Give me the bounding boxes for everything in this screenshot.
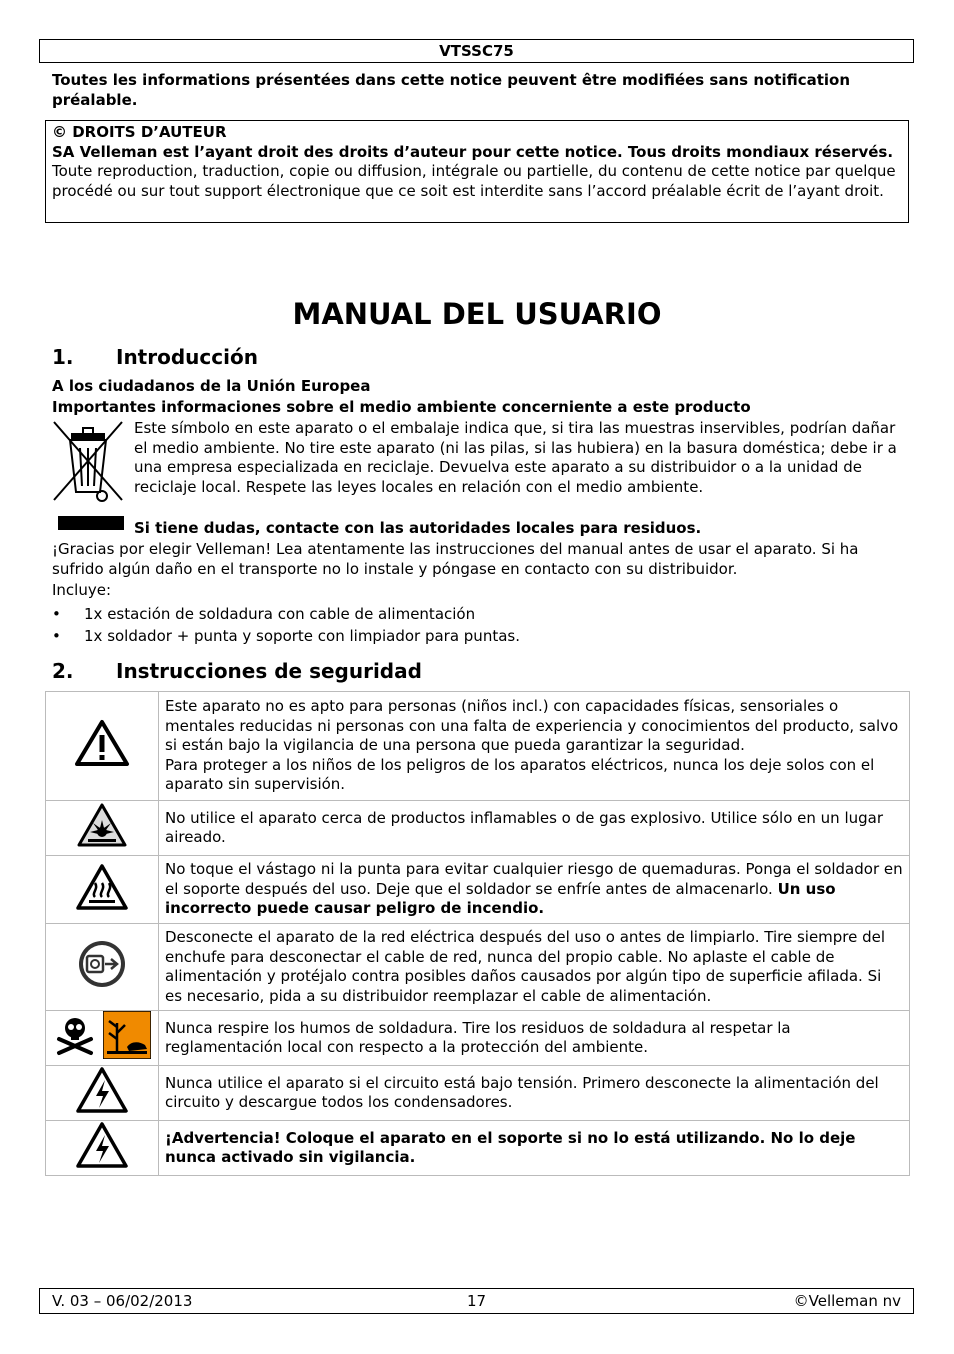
copyright-text: Toute reproduction, traduction, copie ou diffusion, intégrale ou partielle, du contenu de cette notice par quelque procédé ou sur tout support électronique que ce soit est interdite sans l’accord préalable écrit de l’ayant droit. [52, 162, 896, 200]
section-2-number: 2. [52, 659, 74, 683]
version-date: V. 03 – 06/02/2013 [52, 1292, 193, 1310]
table-row [46, 801, 910, 856]
safety-text: Nunca utilice el aparato si el circuito está bajo tensión. Primero desconecte la alimentación del circuito y descargue todos los condensadores. [159, 1066, 910, 1121]
safety-table [45, 691, 910, 1176]
page-number: 17 [467, 1292, 487, 1310]
safety-text: Desconecte el aparato de la red eléctrica después del uso o antes de limpiarlo. Tire siempre del enchufe para desconectar el cable de red, nunca del propio cable. No aplaste el cable de alimentación y protéjalo contra posibles daños causados por algún tipo de superficie afilada. Si es necesario, pida a su distribuidor reemplazar el cable de alimentación. [159, 924, 910, 1011]
table-row [46, 692, 910, 801]
electric-shock-icon [46, 1066, 159, 1121]
weee-bin-icon [52, 420, 124, 532]
section-1-heading [52, 344, 258, 370]
hot-surface-icon [46, 856, 159, 924]
weee-bold-text: Si tiene dudas, contacte con las autoridades locales para residuos. [134, 519, 702, 537]
list-item: • 1x estación de soldadura con cable de alimentación [52, 605, 476, 623]
includes-label: Incluye: [52, 581, 112, 599]
section-1-number: 1. [52, 345, 74, 369]
manual-title: MANUAL DEL USUARIO [292, 297, 662, 331]
explosive-icon [46, 801, 159, 856]
bullet: • [52, 605, 61, 623]
warning-exclamation-icon [46, 692, 159, 801]
safety-text: No utilice el aparato cerca de productos inflamables o de gas explosivo. Utilice sólo en un lugar aireado. [159, 801, 910, 856]
electric-shock-icon [46, 1121, 159, 1176]
table-row [46, 856, 910, 924]
safety-text: Nunca respire los humos de soldadura. Tire los residuos de soldadura al respetar la reglamentación local con respecto a la protección del ambiente. [159, 1011, 910, 1066]
safety-text: ¡Advertencia! Coloque el aparato en el soporte si no lo está utilizando. No lo deje nunca activado sin vigilancia. [159, 1121, 910, 1176]
section-1-title: Introducción [116, 345, 258, 369]
environment-heading: Importantes informaciones sobre el medio ambiente concerniente a este producto [52, 398, 751, 416]
french-notice: Toutes les informations présentées dans cette notice peuvent être modifiées sans notification préalable. [52, 71, 851, 109]
eu-heading: A los ciudadanos de la Unión Europea [52, 377, 371, 395]
document-footer [39, 1288, 914, 1314]
document-header [39, 39, 914, 63]
bullet: • [52, 627, 61, 645]
thanks-text: ¡Gracias por elegir Velleman! Lea atentamente las instrucciones del manual antes de usar el aparato. Si ha sufrido algún daño en el transporte no lo instale y póngase en contacto con su distribuidor. [52, 540, 859, 578]
footer-copyright: ©Velleman nv [793, 1292, 901, 1310]
section-2-title: Instrucciones de seguridad [116, 659, 422, 683]
section-2-heading [52, 658, 422, 684]
copyright-bold: SA Velleman est l’ayant droit des droits d’auteur pour cette notice. Tous droits mondiaux réservés. [52, 142, 894, 161]
copyright-title: © DROITS D’AUTEUR [52, 123, 227, 141]
safety-text: No toque el vástago ni la punta para evitar cualquier riesgo de quemaduras. Ponga el soldador en el soporte después del uso. Deje que el soldador se enfríe antes de almacenarlo. Un uso incorrecto puede causar peligro de incendio. [159, 856, 910, 924]
list-item: • 1x soldador + punta y soporte con limpiador para puntas. [52, 627, 520, 645]
unplug-icon [46, 924, 159, 1011]
copyright-body [52, 143, 902, 202]
environmental-hazard-icon [103, 1011, 151, 1065]
copyright-box [45, 120, 909, 223]
weee-text: Este símbolo en este aparato o el embalaje indica que, si tira las muestras inservibles, podrían dañar el medio ambiente. No tire este aparato (ni las pilas, si las hubiera) en la basura doméstica; debe ir a una empresa especializada en reciclaje. Devuelva este aparato a su distribuidor o a la unidad de reciclaje local. Respete las leyes locales en relación con el medio ambiente. [134, 419, 897, 496]
model-number: VTSSC75 [439, 42, 514, 60]
table-row [46, 1121, 910, 1176]
table-row [46, 1011, 910, 1066]
toxic-icon [53, 1013, 97, 1063]
safety-text: Este aparato no es apto para personas (niños incl.) con capacidades físicas, sensoriales o mentales reducidas ni personas con una falta de experiencia y conocimientos del producto, salvo si están bajo la vigilancia de una persona que pueda garantizar la seguridad. Para proteger a los niños de los peligros de los aparatos eléctricos, nunca los deje solos con el aparato sin supervisión. [159, 692, 910, 801]
table-row [46, 1066, 910, 1121]
table-row [46, 924, 910, 1011]
hazard-icons [46, 1011, 159, 1066]
